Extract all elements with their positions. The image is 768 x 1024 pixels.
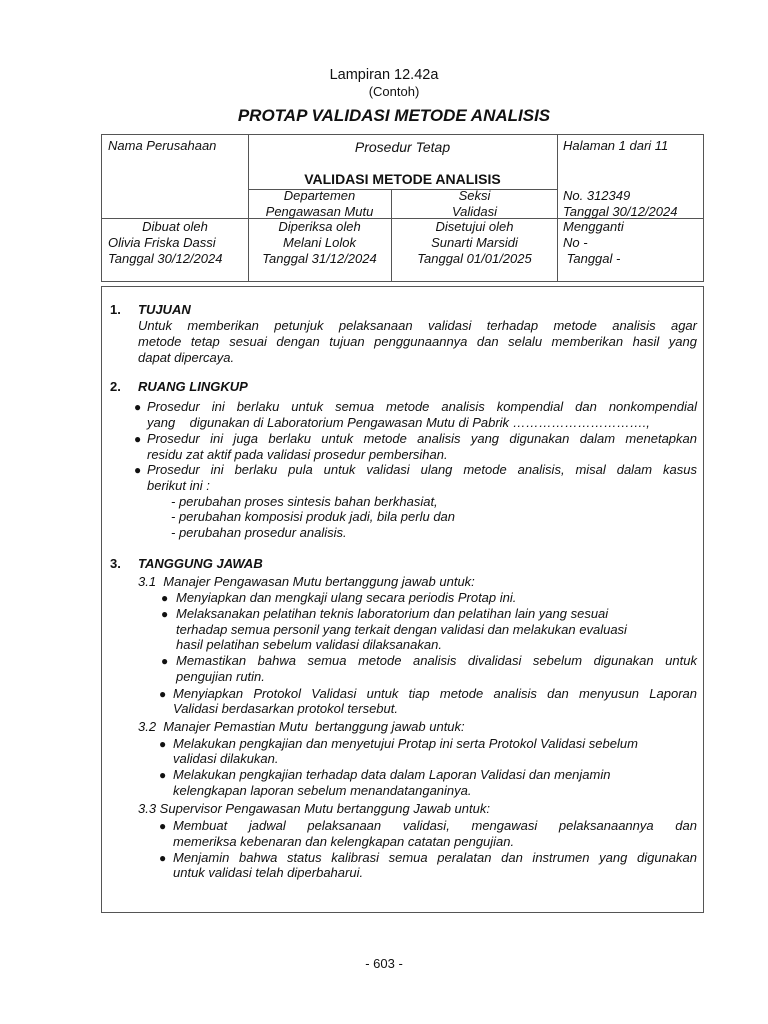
contoh-label: (Contoh) — [368, 84, 420, 99]
list-item: Melaksanakan pelatihan teknis laboratorium dan pelatihan lain yang sesuai — [176, 606, 609, 621]
diperiksa-nama: Melani Lolok — [283, 235, 356, 250]
bullet-icon: ● — [134, 432, 142, 446]
bullet-icon: ● — [161, 607, 169, 621]
list-item: untuk validasi telah diperbaharui. — [173, 865, 364, 880]
list-item: Prosedur ini berlaku untuk semua metode analisis kompendial dan nonkompendial — [147, 399, 697, 414]
header-table — [101, 134, 704, 282]
seksi-label: Seksi — [458, 188, 491, 203]
list-item: Melakukan pengkajian dan menyetujui Protap ini serta Protokol Validasi sebelum — [173, 736, 638, 751]
bullet-icon: ● — [161, 591, 169, 605]
bullet-icon: ● — [159, 687, 167, 701]
nama-perusahaan-label: Nama Perusahaan — [108, 138, 217, 153]
section-heading-tujuan: TUJUAN — [138, 302, 191, 317]
disetujui-label: Disetujui oleh — [435, 219, 514, 234]
lampiran-label: Lampiran 12.42a — [329, 67, 439, 83]
sub-item: - perubahan komposisi produk jadi, bila perlu dan — [171, 509, 456, 524]
list-item: Memastikan bahwa semua metode analisis divalidasi sebelum digunakan untuk — [176, 653, 697, 668]
list-item: berikut ini : — [147, 478, 210, 493]
list-item: Prosedur ini juga berlaku untuk metode analisis yang digunakan dalam menetapkan — [147, 431, 697, 446]
prosedur-tetap-label: Prosedur Tetap — [354, 139, 451, 155]
departemen-value: Pengawasan Mutu — [265, 204, 374, 219]
disetujui-tanggal: Tanggal 01/01/2025 — [417, 251, 532, 266]
sub-item: - perubahan proses sintesis bahan berkhasiat, — [171, 494, 438, 509]
list-item: terhadap semua personil yang terkait dengan validasi dan melakukan evaluasi — [176, 622, 627, 637]
tujuan-line: Untuk memberikan petunjuk pelaksanaan validasi terhadap metode analisis agar — [138, 318, 697, 333]
diperiksa-tanggal: Tanggal 31/12/2024 — [262, 251, 377, 266]
sub-item: - perubahan prosedur analisis. — [171, 525, 347, 540]
bullet-icon: ● — [159, 768, 167, 782]
list-item: yang digunakan di Laboratorium Pengawasan Mutu di Pabrik …………………………., — [147, 415, 650, 430]
list-item: Membuat jadwal pelaksanaan validasi, mengawasi pelaksanaannya dan — [173, 818, 697, 833]
section-number: 2. — [110, 379, 121, 394]
subsection-3-2: 3.2 Manajer Pemastian Mutu bertanggung jawab untuk: — [138, 719, 465, 734]
list-item: validasi dilakukan. — [173, 751, 279, 766]
bullet-icon: ● — [159, 737, 167, 751]
list-item: Prosedur ini berlaku pula untuk validasi ulang metode analisis, misal dalam kasus — [147, 462, 697, 477]
list-item: Menyiapkan dan mengkaji ulang secara periodis Protap ini. — [176, 590, 517, 605]
diperiksa-label: Diperiksa oleh — [278, 219, 361, 234]
section-heading-tanggung-jawab: TANGGUNG JAWAB — [138, 556, 263, 571]
tujuan-line: dapat dipercaya. — [138, 350, 235, 365]
subsection-3-3: 3.3 Supervisor Pengawasan Mutu bertanggung Jawab untuk: — [138, 801, 490, 816]
section-number: 1. — [110, 302, 121, 317]
page-title: PROTAP VALIDASI METODE ANALISIS — [237, 106, 551, 125]
bullet-icon: ● — [161, 654, 169, 668]
mengganti-label: Mengganti — [563, 219, 624, 234]
dibuat-nama: Olivia Friska Dassi — [108, 235, 216, 250]
subsection-3-1: 3.1 Manajer Pengawasan Mutu bertanggung jawab untuk: — [138, 574, 475, 589]
mengganti-tanggal: Tanggal - — [563, 251, 621, 266]
bullet-icon: ● — [159, 819, 167, 833]
document-number: No. 312349 — [563, 188, 631, 203]
list-item: hasil pelatihan sebelum validasi dilaksanakan. — [176, 637, 442, 652]
dibuat-tanggal: Tanggal 30/12/2024 — [108, 251, 223, 266]
page-number: - 603 - — [365, 956, 403, 971]
tujuan-line: metode tetap sesuai dengan tujuan penggunaannya dan selalu memberikan hasil yang — [138, 334, 697, 349]
bullet-icon: ● — [159, 851, 167, 865]
list-item: pengujian rutin. — [176, 669, 265, 684]
departemen-label: Departemen — [283, 188, 356, 203]
halaman-label: Halaman 1 dari 11 — [563, 138, 669, 153]
document-date: Tanggal 30/12/2024 — [563, 204, 678, 219]
list-item: Menyiapkan Protokol Validasi untuk tiap metode analisis dan menyusun Laporan — [173, 686, 697, 701]
list-item: residu zat aktif pada validasi prosedur pembersihan. — [147, 447, 448, 462]
validasi-title: VALIDASI METODE ANALISIS — [304, 171, 501, 187]
list-item: Validasi berdasarkan protokol tersebut. — [173, 701, 398, 716]
disetujui-nama: Sunarti Marsidi — [431, 235, 518, 250]
section-heading-ruang-lingkup: RUANG LINGKUP — [138, 379, 248, 394]
list-item: Menjamin bahwa status kalibrasi semua peralatan dan instrumen yang digunakan — [173, 850, 697, 865]
mengganti-no: No - — [563, 235, 588, 250]
bullet-icon: ● — [134, 463, 142, 477]
bullet-icon: ● — [134, 400, 142, 414]
section-number: 3. — [110, 556, 121, 571]
list-item: Melakukan pengkajian terhadap data dalam Laporan Validasi dan menjamin — [173, 767, 611, 782]
list-item: memeriksa kebenaran dan kelengkapan catatan pengujian. — [173, 834, 515, 849]
list-item: kelengkapan laporan sebelum menandatanganinya. — [173, 783, 472, 798]
seksi-value: Validasi — [451, 204, 498, 219]
dibuat-label: Dibuat oleh — [142, 219, 208, 234]
